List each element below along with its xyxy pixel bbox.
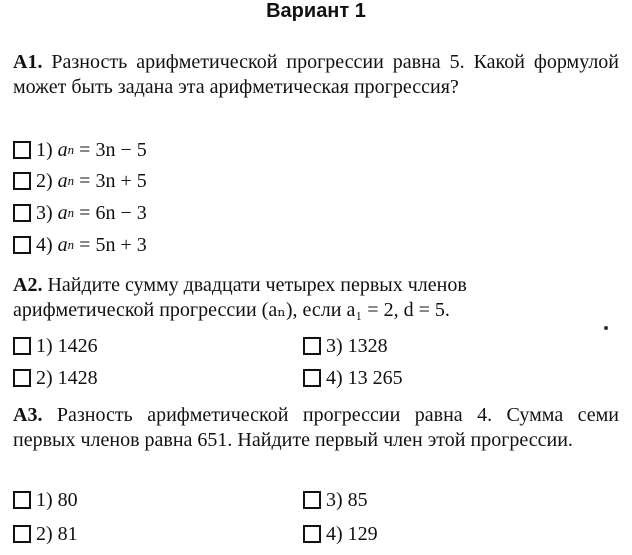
speck-mark [604, 326, 608, 330]
question-number: A3. [13, 404, 43, 426]
option-a1-1[interactable]: 1) a n = 3n − 5 [13, 137, 147, 163]
option-a3-1[interactable]: 1) 80 [13, 487, 78, 513]
option-a2-1[interactable]: 1) 1426 [13, 333, 98, 359]
checkbox[interactable] [303, 369, 321, 387]
checkbox[interactable] [303, 337, 321, 355]
checkbox[interactable] [13, 369, 31, 387]
option-a2-2[interactable]: 2) 1428 [13, 365, 98, 391]
option-a3-4[interactable]: 4) 129 [303, 521, 378, 547]
question-number: A1. [13, 51, 43, 73]
option-a1-2[interactable]: 2) a n = 3n + 5 [13, 168, 147, 194]
variant-title: Вариант 1 [266, 0, 366, 22]
option-a2-4[interactable]: 4) 13 265 [303, 365, 403, 391]
question-number: A2. [13, 274, 43, 296]
checkbox[interactable] [303, 525, 321, 543]
checkbox[interactable] [13, 172, 31, 190]
checkbox[interactable] [303, 491, 321, 509]
question-a1 [13, 50, 619, 100]
question-a3 [13, 403, 619, 453]
question-a2 [13, 273, 619, 323]
option-a1-4[interactable]: 4) a n = 5n + 3 [13, 232, 147, 258]
question-text: Разность арифметической прогрессии равна 5. Какой формулой может быть задана эта арифметическая прогрессия? [13, 51, 619, 98]
question-text: Разность арифметической прогрессии равна 4. Сумма семи первых членов равна 651. Найдите первый член этой прогрессии. [13, 404, 619, 451]
checkbox[interactable] [13, 141, 31, 159]
option-a1-3[interactable]: 3) a n = 6n − 3 [13, 200, 147, 226]
checkbox[interactable] [13, 491, 31, 509]
option-a2-3[interactable]: 3) 1328 [303, 333, 388, 359]
question-text-line2: арифметической прогрессии (aₙ), если a₁ = 2, d = 5. [13, 299, 450, 321]
checkbox[interactable] [13, 337, 31, 355]
checkbox[interactable] [13, 525, 31, 543]
option-a3-2[interactable]: 2) 81 [13, 521, 78, 547]
checkbox[interactable] [13, 204, 31, 222]
checkbox[interactable] [13, 236, 31, 254]
question-text-line1: Найдите сумму двадцати четырех первых членов [47, 274, 467, 296]
option-a3-3[interactable]: 3) 85 [303, 487, 368, 513]
